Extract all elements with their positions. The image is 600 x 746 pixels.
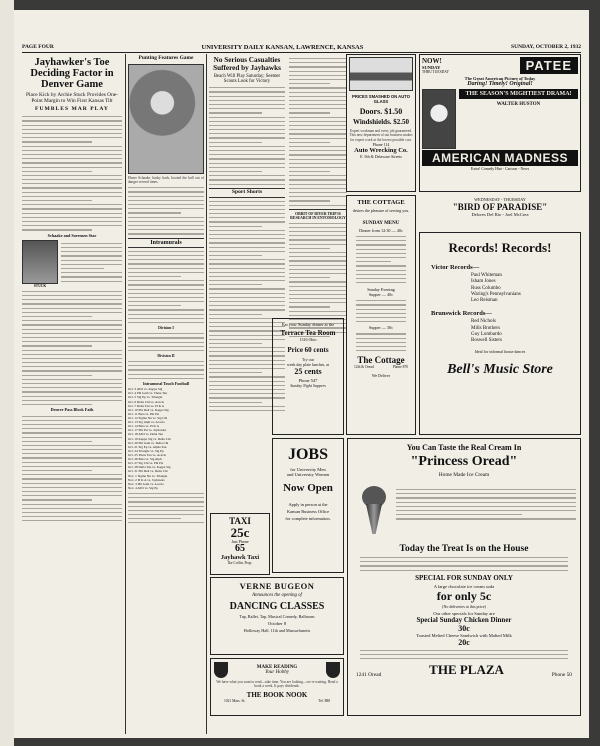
victor-artist: Russ Columbo <box>471 285 501 291</box>
ad-the-plaza <box>347 438 581 716</box>
schedule-heading: Intramural Touch Football <box>142 381 189 387</box>
victor-artist: Waring's Pennsylvanians <box>471 291 521 297</box>
taxi-name: Jayhawk Taxi <box>220 554 260 561</box>
cottage-dinner: Dinner from 12:30 — 40c <box>359 228 403 233</box>
taxi-phone-label: Just Phone <box>231 539 249 544</box>
headline-casualties: No Serious Casualties Suffered by Jayhawks <box>213 56 281 72</box>
patee-cast: Delores Del Rio - Joel McCrea <box>471 212 529 217</box>
dancing-name: VERNE BUGEON <box>239 581 315 591</box>
article-text-2 <box>22 291 122 405</box>
booknook-tel: Tel. 888 <box>318 698 330 703</box>
patee-star-portrait <box>422 89 456 149</box>
patee-next: "BIRD OF PARADISE" <box>452 202 548 212</box>
cottage-name: The Cottage <box>357 355 405 366</box>
schedule-list <box>128 387 204 490</box>
patee-theater-name: PATEE <box>520 57 578 74</box>
patee-tag: Daring! Timely! Original! <box>467 81 533 87</box>
auto-address: E. 9th & Delaware Streets <box>360 153 402 159</box>
brunswick-artist: Boswell Sisters <box>471 338 502 343</box>
shield-icon <box>214 662 228 678</box>
jobs-open: Now Open <box>283 482 333 494</box>
records-ideal: Ideal for informal house dances <box>474 349 526 355</box>
patee-sub: The Great American Picture of Today <box>464 76 536 81</box>
patee-thru: THRU TUESDAY <box>422 70 450 74</box>
taxi-title: TAXI <box>229 516 251 526</box>
photo-punting <box>128 64 204 174</box>
deck-casualties: Beach Will Play Saturday; Seemer Scouts Look for Victory <box>213 74 281 85</box>
schedule-item: Oct. 5 Sig Ep vs. Triangle <box>128 395 163 400</box>
taxi-phone: 65 <box>235 543 245 554</box>
plaza-lead: You Can Taste the Real Cream In <box>406 443 522 452</box>
auto-phone: Phone 114 <box>372 141 390 147</box>
terrace-alt: Try our <box>302 357 314 362</box>
division-2-label: Division II <box>157 354 175 359</box>
article-text <box>22 116 122 230</box>
column-1 <box>22 54 122 734</box>
deck-jayhawker: Place Kick by Archie Stuck Provides One-Point Margin to Win First Kansas Tilt <box>26 92 118 104</box>
booknook-address: 1021 Mass. St. <box>224 698 246 703</box>
schedule-item: Oct. 21 Sig Ep vs. Alpha Tau <box>128 444 167 449</box>
brunswick-artist: Red Nichols <box>471 319 496 325</box>
column-rule-1 <box>125 54 126 734</box>
plaza-fine: (No deliveries at this price) <box>442 603 486 609</box>
plaza-sandwich-price: 20c <box>458 637 470 647</box>
schedule-item: Oct. 10 Phi Delt vs. Kappa Sig <box>128 407 169 412</box>
photo-caption-stuck: STUCK <box>33 283 47 288</box>
schedule-item: Nov. 4 ATO vs. Sig Ep <box>128 485 159 490</box>
victor-artist: Isham Jones <box>471 279 496 285</box>
photo-title-punting: Punting Features Game <box>138 55 194 61</box>
headline-jayhawker: Jayhawker's Toe Deciding Factor in Denver Game <box>30 57 114 91</box>
ad-terrace-tea-room <box>272 318 344 435</box>
article-text-3 <box>22 416 122 522</box>
plaza-name: THE PLAZA <box>429 662 504 678</box>
brunswick-artist: Guy Lombardo <box>471 331 502 337</box>
ad-jayhawk-taxi <box>210 513 270 575</box>
booknook-make: MAKE READING <box>256 665 298 670</box>
taxi-owner: Ike Coffin, Prop. <box>227 561 253 565</box>
sub-intramurals: Intramurals <box>128 238 204 248</box>
jobs-title: JOBS <box>287 446 328 463</box>
schedule-item: Oct. 6 Delta Chi vs. Acacia <box>128 399 164 404</box>
doors-price: Doors. $1.50 <box>359 107 403 116</box>
patee-now: NOW! <box>422 57 442 65</box>
victor-list <box>423 273 577 304</box>
patee-mighty: THE SEASON'S MIGHTIEST DRAMA! <box>459 89 578 99</box>
plaza-also: Our other specials for Sunday are <box>433 610 495 616</box>
schedule-item: Oct. 24 Triangle vs. Sig Ep <box>128 448 164 453</box>
plaza-title: "Princess Oread" <box>410 454 518 469</box>
plaza-price: for only 5c <box>436 588 492 603</box>
schedule-item: Oct. 31 Phi Delt vs. Delta Chi <box>128 469 168 474</box>
terrace-address: 1316 Ohio <box>299 337 317 342</box>
ad-book-nook <box>210 658 344 716</box>
patee-star: WALTER HUSTON <box>496 102 541 107</box>
plaza-special: SPECIAL FOR SUNDAY ONLY <box>415 573 513 582</box>
ad-dancing-classes <box>210 577 344 655</box>
page-number: PAGE FOUR <box>22 44 54 50</box>
sub-sport-shorts: Sport Shorts <box>209 188 285 198</box>
cottage-deliver: We Deliver <box>371 372 391 378</box>
cottage-evening: Sunday Evening <box>367 287 395 293</box>
schedule-item: Nov. 1 Sigma Nu vs. Triangle <box>128 473 168 478</box>
schedule-item: Oct. 25 Theta Tau vs. Acacia <box>128 452 167 457</box>
schedule-item: Oct. 27 Sig Chi vs. Phi Psi <box>128 461 164 466</box>
division-1-label: Division I <box>158 326 174 331</box>
patee-movie-title: AMERICAN MADNESS <box>422 150 578 166</box>
terrace-name: Terrace Tea Room <box>280 329 336 337</box>
auto-body: Expert workman and every job guaranteed. This new department of our business makes for expert work at the lowest possible cost. <box>349 129 413 142</box>
photo-stuck <box>22 240 58 284</box>
schedule-item: Oct. 14 Beta vs. Pi K A <box>128 424 159 429</box>
terrace-phone: Phone 547 <box>298 378 318 383</box>
schedule-item: Oct. 26 Beta vs. Sig Alph <box>128 457 162 462</box>
patee-extras: Extra! Comedy Hint - Cartoon - News <box>470 167 530 171</box>
plaza-treat: Today the Treat Is on the House <box>399 544 529 554</box>
patee-sunday: SUNDAY <box>422 65 441 70</box>
records-store-name: Bell's Music Store <box>447 362 553 378</box>
schedule-item: Nov. 3 Phi Gam vs. Acacia <box>128 481 164 486</box>
terrace-cents: 25 cents <box>294 367 322 376</box>
schedule-item: Oct. 17 Phi Psi vs. Jayhawks <box>128 428 167 433</box>
schedule-item: Oct. 19 Kappa Sig vs. Delta Chi <box>128 436 171 441</box>
cottage-sunday-menu: SUNDAY MENU <box>362 221 400 226</box>
plaza-address: 1241 Oread <box>356 672 382 679</box>
dancing-types: Tap, Ballet, Tap, Musical Comedy, Ballroom <box>239 614 315 619</box>
column-2 <box>128 54 204 734</box>
records-brunswick: Brunswick Records— <box>431 310 492 318</box>
ad-patee-next <box>419 195 581 229</box>
terrace-price: Price 60 cents <box>287 346 329 354</box>
jobs-office: Kansan Business Office <box>286 509 330 514</box>
cottage-title: THE COTTAGE <box>357 199 405 206</box>
booknook-name: THE BOOK NOOK <box>246 690 308 699</box>
schedule-item: Oct. 13 Sig Alph vs. Acacia <box>128 420 165 425</box>
dancing-address: Holloway Hall, 11th and Massachusetts <box>243 628 311 633</box>
issue-date: SUNDAY, OCTOBER 2, 1932 <box>511 44 581 50</box>
schedule-item: Oct. 18 ATO vs. Delta Tau <box>128 432 163 437</box>
schedule-item: Oct. 12 Sigma Nu vs. Sig Chi <box>128 415 168 420</box>
page-header <box>22 42 581 53</box>
booknook-body: We have what you want to read—take time. You are looking—we re waiting. Read a book a week. It pays dividends. <box>216 680 338 689</box>
taxi-price: 25c <box>230 525 250 540</box>
auto-glass-headline: PRICES SMASHED ON AUTO GLASS <box>352 94 410 104</box>
photo-caption-punting: Elmer Schaake, husky back, booted the ball out of danger several times. <box>128 175 204 184</box>
schedule-item: Oct. 11 Beta vs. Phi Psi <box>128 411 160 416</box>
victor-artist: Leo Reisman <box>471 298 498 303</box>
terrace-note: Sunday Night Suppers <box>290 383 326 388</box>
cottage-phone: Phone 870 <box>392 365 408 370</box>
jobs-apply: Apply in person at the <box>288 502 328 507</box>
jobs-line-2: and University Women <box>286 472 330 477</box>
cottage-supper-2: Supper — 30c <box>368 325 394 331</box>
dancing-date: October 8 <box>267 621 287 626</box>
plaza-dinner: Special Sunday Chicken Dinner <box>416 615 512 624</box>
sundae-illustration <box>352 482 396 540</box>
windshields-price: Windshields. $2.50 <box>352 118 410 126</box>
cottage-address: 12th & Oread <box>354 365 374 370</box>
jobs-info: for complete information. <box>285 516 331 521</box>
patee-wed: WEDNESDAY - THURSDAY <box>474 197 526 202</box>
victor-artist: Paul Whiteman <box>471 273 502 278</box>
brunswick-artist: Mills Brothers <box>471 325 501 331</box>
ad-patee-theater <box>419 54 581 192</box>
cottage-tag: desires the pleasure of serving you. <box>352 208 410 213</box>
car-illustration <box>349 57 413 91</box>
schedule-item: Oct. 20 Phi Gam vs. Delta Chi <box>128 440 169 445</box>
plaza-sandwich: Toasted Melted Cheese Sandwich with Malted Milk <box>416 632 512 638</box>
brunswick-list <box>423 319 577 344</box>
cottage-supper: Supper — 40c <box>368 292 394 298</box>
schedule-item: Oct. 7 Delta Tau vs. Pi K A <box>128 403 165 408</box>
ad-auto-wrecking <box>346 54 416 192</box>
box-title-orbit: ORBIT OF RIVER TRIP IS RESEARCH IN ENTOMOLOGY <box>289 209 347 220</box>
sub-schaake: Schaake and Sorensen Star <box>47 232 97 238</box>
terrace-lead: Eat your Sunday dinner at the <box>281 322 335 327</box>
sub-denver-pass: Denver Pass Block Fails <box>50 407 94 413</box>
ad-cottage <box>346 195 416 435</box>
records-title: Records! Records! <box>448 240 552 255</box>
sub-fumbles: FUMBLES MAR PLAY <box>35 106 109 113</box>
left-shadow <box>0 0 14 746</box>
dancing-announces: Announces the opening of <box>252 593 302 598</box>
column-rule-2 <box>206 54 207 734</box>
plaza-phone: Phone 50 <box>551 672 572 679</box>
plaza-cone: A large chocolate ice cream soda <box>433 583 495 589</box>
terrace-week: week day plate lunches, at <box>286 362 330 367</box>
ad-jobs <box>272 438 344 573</box>
plaza-sub: Home Made Ice Cream <box>438 472 490 478</box>
schedule-item: Oct. 3 ATO vs. Kappa Sig <box>128 387 163 392</box>
paper-title: UNIVERSITY DAILY KANSAN, LAWRENCE, KANSAS <box>201 43 364 51</box>
jobs-line-1: for University Men <box>290 467 326 472</box>
plaza-dinner-price: 30c <box>458 623 470 633</box>
schedule-item: Oct. 4 Phi Gam vs. Theta Tau <box>128 391 168 396</box>
booknook-hobby: Your Hobby <box>265 670 289 675</box>
ad-bells-records <box>419 232 581 435</box>
auto-name: Auto Wrecking Co. <box>354 146 408 154</box>
schedule-item: Oct. 28 Delta Tau vs. Kappa Sig <box>128 465 171 470</box>
shield-icon-right <box>326 662 340 678</box>
dancing-title: DANCING CLASSES <box>229 601 325 612</box>
newspaper-page <box>14 10 589 738</box>
schedule-item: Nov. 2 Pi K A vs. Jayhawks <box>128 477 165 482</box>
records-victor: Victor Records— <box>431 264 480 271</box>
